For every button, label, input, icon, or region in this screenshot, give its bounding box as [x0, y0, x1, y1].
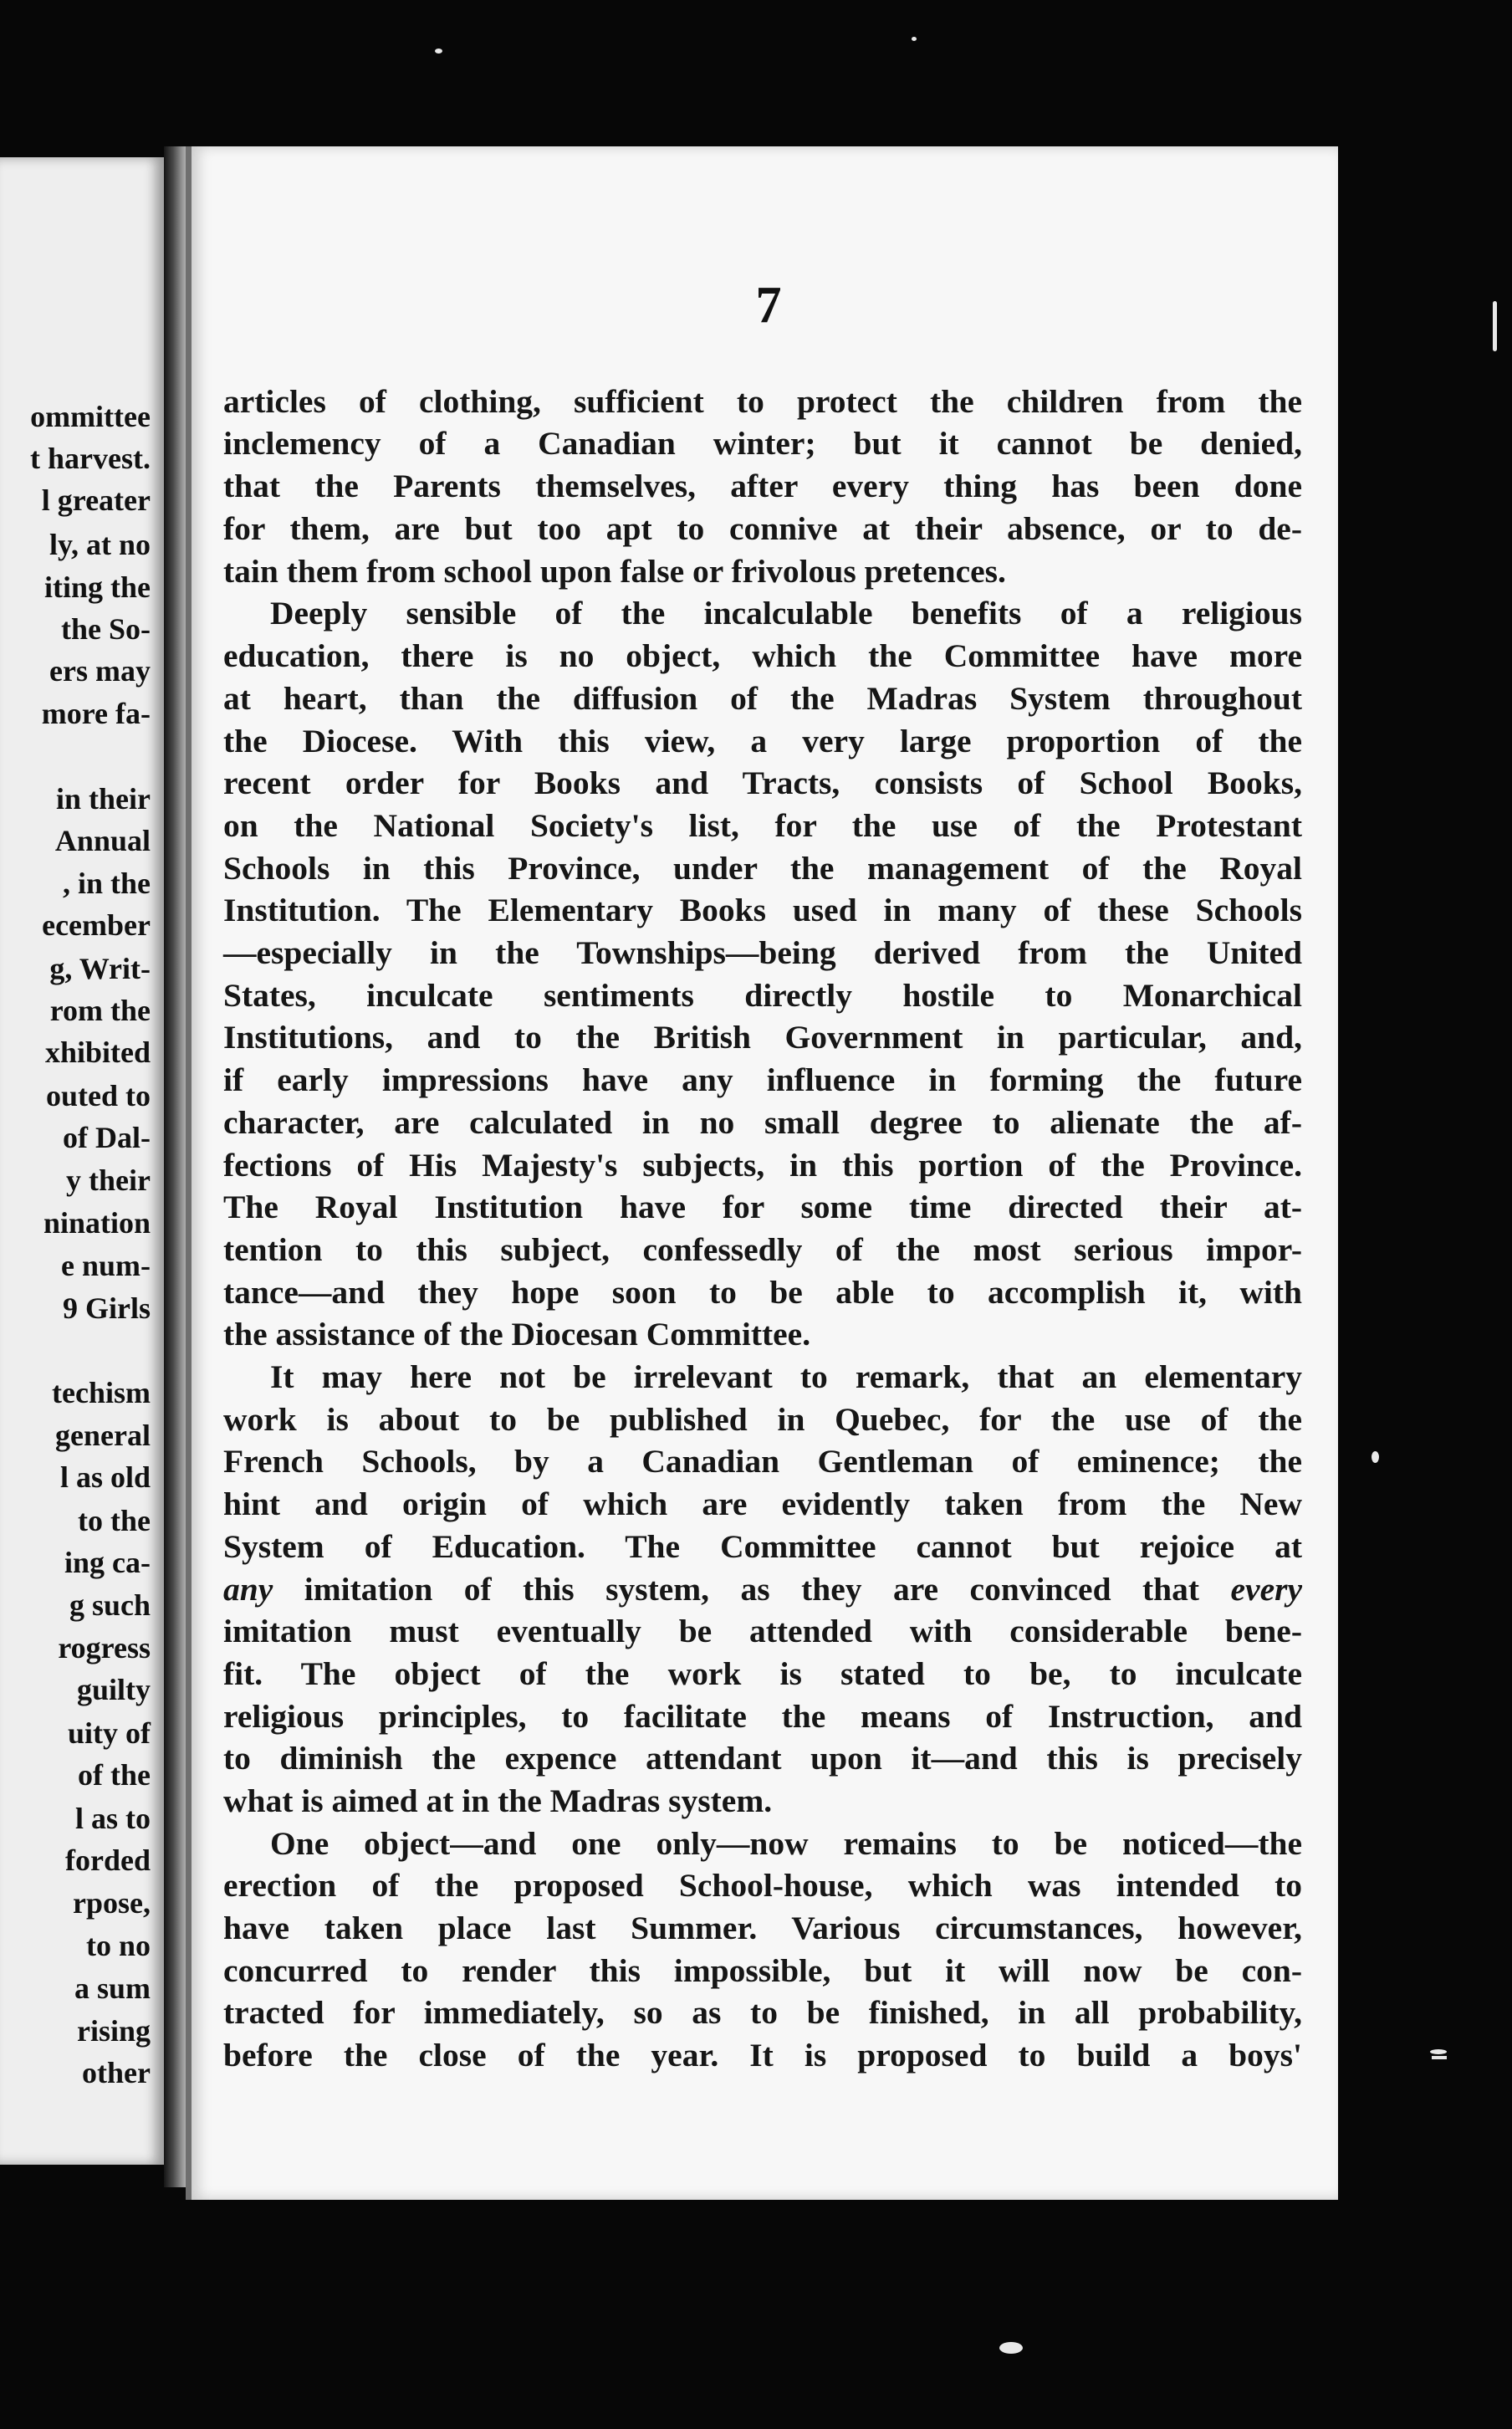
left-page-line: other [82, 2056, 151, 2089]
left-page-line: l as old [59, 1460, 151, 1494]
left-page-line: Annual [54, 824, 151, 857]
left-page-line: outed to [46, 1079, 151, 1112]
text-line: imitation must eventually be attended with considerable bene- [223, 1613, 1302, 1649]
left-page-line: to no [85, 1929, 151, 1962]
left-page-line: y their [66, 1163, 151, 1197]
left-page-line: a sum [74, 1971, 151, 2005]
text-line: French Schools, by a Canadian Gentleman of eminence; the [223, 1443, 1302, 1480]
left-page-line: iting the [43, 570, 151, 604]
text-line: to diminish the expence attendant upon it—and this is precisely [223, 1740, 1302, 1777]
text-line: the assistance of the Diocesan Committee. [223, 1316, 811, 1353]
text-line: religious principles, to facilitate the means of Instruction, and [223, 1698, 1302, 1735]
left-page-line: of Dal- [63, 1121, 151, 1154]
left-page-line: l greater [41, 483, 151, 517]
left-page-line: xhibited [44, 1036, 151, 1069]
text-line: that the Parents themselves, after every thing has been done [223, 468, 1302, 504]
dust-speck [912, 37, 917, 41]
dust-speck [1430, 2049, 1447, 2054]
page-number: 7 [755, 277, 782, 334]
left-page-line: 9 Girls [63, 1291, 151, 1325]
text-line: —especially in the Townships—being derived from the United [223, 934, 1302, 971]
text-line: System of Education. The Committee cannot but rejoice at [223, 1528, 1302, 1565]
text-line: at heart, than the diffusion of the Madras System throughout [223, 680, 1302, 717]
left-page-line: ecember [42, 908, 151, 942]
scan-edge-mark [1432, 2056, 1447, 2059]
left-page-line: nination [43, 1206, 151, 1240]
text-line: fections of His Majesty's subjects, in this portion of the Province. [223, 1147, 1302, 1184]
text-line: Schools in this Province, under the management of the Royal [223, 850, 1302, 887]
left-page-line: techism [52, 1376, 151, 1409]
text-line: concurred to render this impossible, but it will now be con- [223, 1952, 1302, 1989]
left-page-line: g, Writ- [49, 952, 151, 985]
left-page-line: rising [76, 2014, 151, 2048]
left-page-line: general [55, 1419, 151, 1452]
left-page-line: of the [78, 1758, 151, 1792]
text-line: have taken place last Summer. Various circumstances, however, [223, 1910, 1302, 1946]
left-page-line: l as to [75, 1802, 151, 1835]
text-line: if early impressions have any influence in forming the future [223, 1061, 1302, 1098]
text-line [223, 1568, 1302, 1610]
left-page-line: , in the [62, 867, 151, 900]
left-page-line: more fa- [41, 697, 151, 730]
text-line: Institution. The Elementary Books used in many of these Schools [223, 892, 1302, 928]
right-page [186, 146, 1338, 2200]
dust-speck [1493, 301, 1497, 351]
text-line: work is about to be published in Quebec, for the use of the [223, 1401, 1302, 1438]
text-line: tain them from school upon false or frivolous pretences. [223, 553, 1006, 590]
dust-speck [435, 49, 442, 54]
left-page-line: uity of [68, 1716, 151, 1750]
left-page-line: to the [78, 1504, 151, 1537]
left-page-line: rom the [49, 994, 151, 1027]
left-page-line: ly, at no [49, 528, 151, 561]
text-line: education, there is no object, which the Committee have more [223, 637, 1302, 674]
text-line: One object—and one only—now remains to be noticed—the [270, 1825, 1302, 1862]
text-line: hint and origin of which are evidently taken from the New [223, 1486, 1302, 1522]
text-line: tention to this subject, confessedly of the most serious impor- [223, 1231, 1302, 1268]
left-page-line: in their [56, 782, 151, 816]
left-page-fragment [0, 157, 164, 2165]
text-line: articles of clothing, sufficient to protect the children from the [223, 383, 1302, 420]
text-line: for them, are but too apt to connive at their absence, or to de- [223, 510, 1302, 547]
text-line: It may here not be irrelevant to remark, that an elementary [270, 1358, 1302, 1395]
text-line: fit. The object of the work is stated to be, to inculcate [223, 1655, 1302, 1692]
left-page-line: g such [69, 1588, 151, 1622]
text-line: tance—and they hope soon to be able to accomplish it, with [223, 1274, 1302, 1311]
left-page-line: rogress [58, 1631, 151, 1665]
text-span: imitation of this system, as they are convinced that [273, 1571, 1231, 1608]
left-page-line: guilty [76, 1673, 151, 1706]
italic-word: every [1230, 1571, 1302, 1608]
text-line: The Royal Institution have for some time directed their at- [223, 1189, 1302, 1225]
left-page-line: ers may [49, 654, 151, 688]
text-line: on the National Society's list, for the use of the Protestant [223, 807, 1302, 844]
text-line: Deeply sensible of the incalculable benefits of a religious [270, 595, 1302, 632]
left-page-line: rpose, [73, 1886, 151, 1920]
left-page-line: forded [65, 1843, 151, 1877]
text-line: erection of the proposed School-house, which was intended to [223, 1867, 1302, 1904]
dust-speck [1372, 1451, 1379, 1463]
dust-speck [999, 2342, 1023, 2354]
left-page-line: ing ca- [64, 1546, 151, 1579]
left-page-line: ommittee [30, 400, 151, 433]
left-page-line: e num- [61, 1249, 151, 1282]
left-page-line: t harvest. [30, 442, 151, 475]
text-line: States, inculcate sentiments directly hostile to Monarchical [223, 977, 1302, 1014]
left-page-line: the So- [61, 612, 151, 646]
text-line: tracted for immediately, so as to be finished, in all probability, [223, 1994, 1302, 2031]
text-line: inclemency of a Canadian winter; but it cannot be denied, [223, 425, 1302, 462]
text-line: what is aimed at in the Madras system. [223, 1782, 773, 1819]
text-line: Institutions, and to the British Government in particular, and, [223, 1019, 1302, 1056]
text-line: the Diocese. With this view, a very large proportion of the [223, 723, 1302, 759]
text-line: character, are calculated in no small degree to alienate the af- [223, 1104, 1302, 1141]
text-line: recent order for Books and Tracts, consists of School Books, [223, 764, 1302, 801]
text-line: before the close of the year. It is proposed to build a boys' [223, 2037, 1302, 2074]
italic-word: any [223, 1571, 273, 1608]
